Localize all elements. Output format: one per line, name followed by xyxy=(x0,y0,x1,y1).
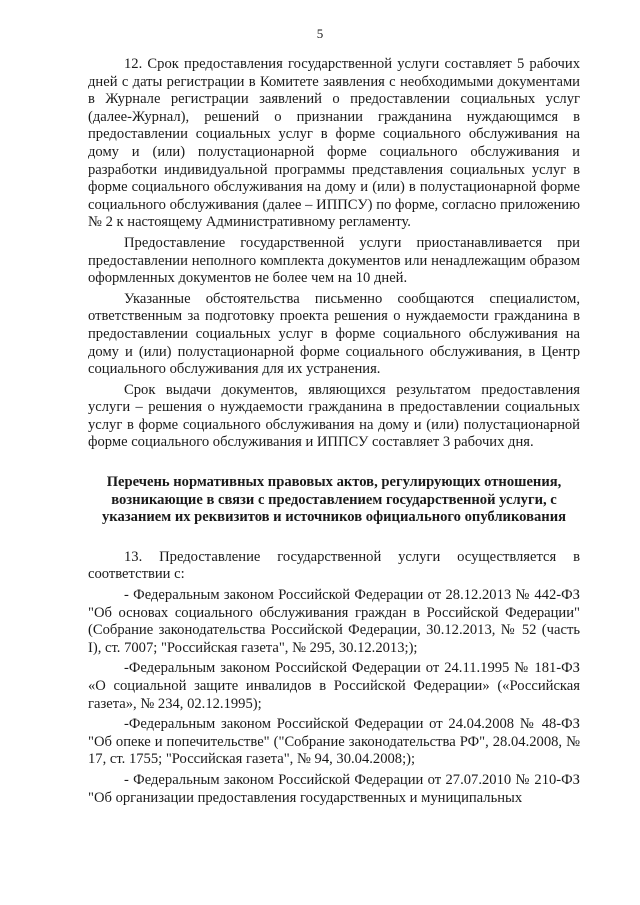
page-number: 5 xyxy=(316,26,324,41)
paragraph-suspension: Предоставление государственной услуги приостанавливается при предоставлении неполного комплекта документов или ненадлежащим образом оформленных документов не более чем на 10 дней. xyxy=(88,234,580,287)
paragraph-12: 12. Срок предоставления государственной услуги составляет 5 рабочих дней с даты регистрации в Комитете заявления с необходимыми документами в Журнале регистрации заявлений о предоставлении социальных услуг (далее-Журнал), решений о признании гражданина нуждающимся в предоставлении социальных услуг в форме социального обслуживания на дому и (или) полустационарной форме социального обслуживания и разработки индивидуальной программы представления социальных услуг в форме социального обслуживания на дому и (или) в полустационарной форме социального обслуживания (далее – ИППСУ) по форме, согласно приложению № 2 к настоящему Административному регламенту. xyxy=(88,56,580,231)
section-heading: Перечень нормативных правовых актов, регулирующих отношения, возникающие в связи с предоставлением государственной услуги, с указанием их реквизитов и источников официального опубликования xyxy=(102,474,566,526)
law-item-442-fz: - Федеральным законом Российской Федерации от 28.12.2013 № 442-ФЗ "Об основах социального обслуживания граждан в Российской Федерации" (Собрание законодательства Российской Федерации, 30.12.2013, № 52 (часть I), ст. 7007; "Российская газета", № 295, 30.12.2013;); xyxy=(88,587,580,656)
document-body xyxy=(88,56,580,810)
paragraph-issue-term: Срок выдачи документов, являющихся результатом предоставления услуги – решения о нуждаемости гражданина в предоставлении социальных услуг в форме социального обслуживания на дому и (или) полустационарной форме социального обслуживания и ИППСУ составляет 3 рабочих дня. xyxy=(88,381,580,451)
paragraph-13: 13. Предоставление государственной услуги осуществляется в соответствии с: xyxy=(88,548,580,583)
paragraph-notification: Указанные обстоятельства письменно сообщаются специалистом, ответственным за подготовку проекта решения о нуждаемости гражданина в предоставлении социальных услуг в форме социального обслуживания на дому и (или) полустационарной форме социального обслуживания, в Центр социального обслуживания для их устранения. xyxy=(88,290,580,378)
law-item-181-fz: -Федеральным законом Российской Федерации от 24.11.1995 № 181-ФЗ «О социальной защите инвалидов в Российской Федерации» («Российская газета», № 234, 02.12.1995); xyxy=(88,660,580,712)
law-item-48-fz: -Федеральным законом Российской Федерации от 24.04.2008 № 48-ФЗ "Об опеке и попечительстве" ("Собрание законодательства РФ", 28.04.2008, № 17, ст. 1755; "Российская газета", № 94, 30.04.2008;); xyxy=(88,716,580,768)
law-item-210-fz: - Федеральным законом Российской Федерации от 27.07.2010 № 210-ФЗ "Об организации предоставления государственных и муниципальных xyxy=(88,771,580,806)
